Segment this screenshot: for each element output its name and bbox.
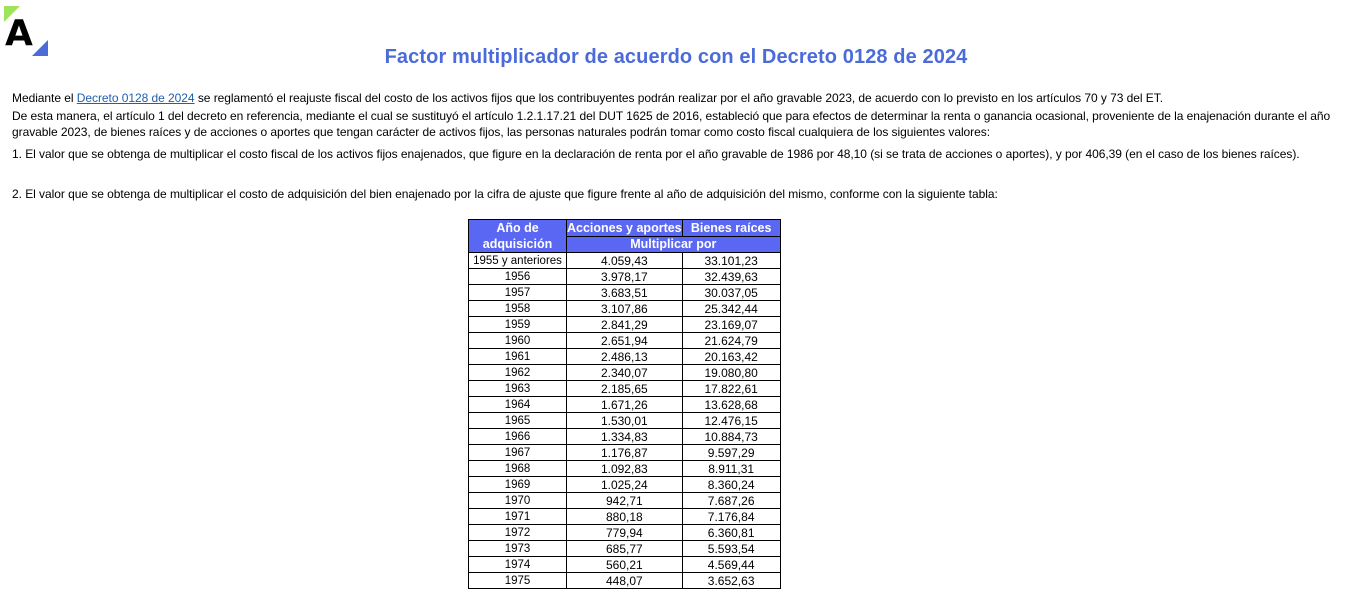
acciones-cell: 1.092,83 — [567, 461, 683, 477]
table-row — [469, 253, 781, 269]
intro-paragraph-2: De esta manera, el artículo 1 del decreto en referencia, mediante el cual se sustituyó el artículo 1.2.1.17.21 del DUT 1625 de 2016, estableció que para efectos de determinar la renta o ganancia ocasional, proveniente de la enajenación durante el año gravable 2023, de bienes raíces y de acciones o aportes que tengan carácter de activos fijos, las personas naturales podrán tomar como costo fiscal cualquiera de los siguientes valores: — [12, 109, 1331, 139]
bienes-cell: 6.360,81 — [682, 525, 780, 541]
acciones-cell: 448,07 — [567, 573, 683, 589]
bienes-cell: 4.569,44 — [682, 557, 780, 573]
year-cell: 1967 — [469, 445, 567, 461]
header-multiplicar: Multiplicar por — [567, 236, 781, 253]
bienes-cell: 8.360,24 — [682, 477, 780, 493]
year-cell: 1968 — [469, 461, 567, 477]
bienes-cell: 9.597,29 — [682, 445, 780, 461]
bienes-cell: 32.439,63 — [682, 269, 780, 285]
table-row — [469, 333, 781, 349]
bienes-cell: 17.822,61 — [682, 381, 780, 397]
acciones-cell: 1.334,83 — [567, 429, 683, 445]
table-row — [469, 477, 781, 493]
year-cell: 1972 — [469, 525, 567, 541]
year-cell: 1975 — [469, 573, 567, 589]
year-cell: 1966 — [469, 429, 567, 445]
option-1-paragraph: 1. El valor que se obtenga de multiplicar el costo fiscal de los activos fijos enajenados, que figure en la declaración de renta por el año gravable de 1986 por 48,10 (si se trata de acciones o aportes), y por 406,39 (en el caso de los bienes raíces). — [12, 147, 1300, 161]
bienes-cell: 19.080,80 — [682, 365, 780, 381]
acciones-cell: 685,77 — [567, 541, 683, 557]
year-cell: 1965 — [469, 413, 567, 429]
table-row — [469, 541, 781, 557]
acciones-cell: 1.530,01 — [567, 413, 683, 429]
table-row — [469, 429, 781, 445]
table-row — [469, 349, 781, 365]
year-cell: 1971 — [469, 509, 567, 525]
acciones-cell: 1.025,24 — [567, 477, 683, 493]
table-row — [469, 397, 781, 413]
year-cell: 1959 — [469, 317, 567, 333]
acciones-cell: 2.340,07 — [567, 365, 683, 381]
table-row — [469, 317, 781, 333]
bienes-cell: 25.342,44 — [682, 301, 780, 317]
bienes-cell: 33.101,23 — [682, 253, 780, 269]
table-row — [469, 285, 781, 301]
table-row — [469, 381, 781, 397]
table-row — [469, 573, 781, 589]
option-2-paragraph: 2. El valor que se obtenga de multiplicar el costo de adquisición del bien enajenado por la cifra de ajuste que figure frente al año de adquisición del mismo, conforme con la siguiente tabla: — [12, 187, 998, 201]
acciones-cell: 560,21 — [567, 557, 683, 573]
acciones-cell: 1.176,87 — [567, 445, 683, 461]
bienes-cell: 21.624,79 — [682, 333, 780, 349]
bienes-cell: 23.169,07 — [682, 317, 780, 333]
year-cell: 1962 — [469, 365, 567, 381]
bienes-cell: 5.593,54 — [682, 541, 780, 557]
year-cell: 1963 — [469, 381, 567, 397]
bienes-cell: 3.652,63 — [682, 573, 780, 589]
acciones-cell: 942,71 — [567, 493, 683, 509]
acciones-cell: 2.185,65 — [567, 381, 683, 397]
table-row — [469, 365, 781, 381]
table-row — [469, 461, 781, 477]
bienes-cell: 7.687,26 — [682, 493, 780, 509]
header-acciones: Acciones y aportes — [567, 220, 682, 235]
header-bienes: Bienes raíces — [682, 220, 780, 237]
year-cell: 1961 — [469, 349, 567, 365]
bienes-cell: 7.176,84 — [682, 509, 780, 525]
table-row — [469, 525, 781, 541]
table-row — [469, 557, 781, 573]
acciones-cell: 3.978,17 — [567, 269, 683, 285]
p1-after-text: se reglamentó el reajuste fiscal del costo de los activos fijos que los contribuyentes podrán realizar por el año gravable 2023, de acuerdo con lo previsto en los artículos 70 y 73 del ET. — [194, 91, 1163, 105]
table-row — [469, 493, 781, 509]
bienes-cell: 12.476,15 — [682, 413, 780, 429]
year-cell: 1956 — [469, 269, 567, 285]
bienes-cell: 8.911,31 — [682, 461, 780, 477]
factor-table — [468, 219, 781, 589]
acciones-cell: 1.671,26 — [567, 397, 683, 413]
table-row — [469, 301, 781, 317]
acciones-cell: 2.841,29 — [567, 317, 683, 333]
table-row — [469, 445, 781, 461]
logo-letter: A — [5, 13, 33, 54]
bienes-cell: 10.884,73 — [682, 429, 780, 445]
acciones-cell: 3.683,51 — [567, 285, 683, 301]
acciones-cell: 2.486,13 — [567, 349, 683, 365]
bienes-cell: 13.628,68 — [682, 397, 780, 413]
factor-table-body — [469, 253, 781, 589]
year-cell: 1964 — [469, 397, 567, 413]
table-row — [469, 413, 781, 429]
acciones-cell: 779,94 — [567, 525, 683, 541]
year-cell: 1970 — [469, 493, 567, 509]
year-cell: 1969 — [469, 477, 567, 493]
year-cell: 1957 — [469, 285, 567, 301]
table-row — [469, 269, 781, 285]
intro-paragraph-1 — [12, 90, 1337, 106]
bienes-cell: 20.163,42 — [682, 349, 780, 365]
acciones-cell: 880,18 — [567, 509, 683, 525]
year-cell: 1955 y anteriores — [469, 253, 567, 269]
table-row — [469, 509, 781, 525]
year-cell: 1958 — [469, 301, 567, 317]
acciones-cell: 4.059,43 — [567, 253, 683, 269]
year-cell: 1974 — [469, 557, 567, 573]
year-cell: 1973 — [469, 541, 567, 557]
page-title: Factor multiplicador de acuerdo con el Decreto 0128 de 2024 — [384, 46, 968, 68]
year-cell: 1960 — [469, 333, 567, 349]
header-year: Año de adquisición — [469, 220, 567, 253]
acciones-cell: 3.107,86 — [567, 301, 683, 317]
acciones-cell: 2.651,94 — [567, 333, 683, 349]
decreto-link[interactable]: Decreto 0128 de 2024 — [76, 91, 195, 105]
p1-before-text: Mediante el — [12, 91, 77, 105]
bienes-cell: 30.037,05 — [682, 285, 780, 301]
